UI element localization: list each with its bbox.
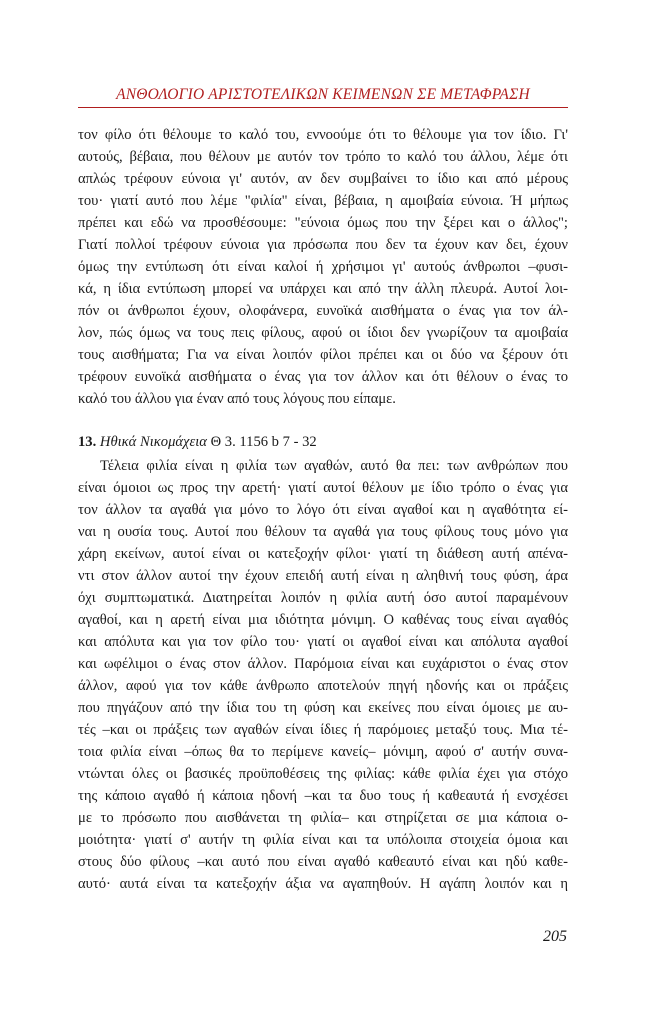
running-header: ΑΝΘΟΛΟΓΙΟ ΑΡΙΣΤΟΤΕΛΙΚΩΝ ΚΕΙΜΕΝΩΝ ΣΕ ΜΕΤΑΦΡΑΣΗ	[116, 86, 530, 103]
header-rule	[78, 107, 568, 108]
section-heading	[78, 431, 568, 453]
text-line: όμως την εντύπωση ότι είναι καλοί ή χρήσιμοι γι' αυτούς άνθρωποι –φυσι-	[78, 259, 568, 275]
text-line: στους δύο φίλους –και αυτό που είναι αγαθό καθεαυτό είναι και ηδύ καθε-	[78, 854, 568, 870]
text-line: της κάποιο αγαθό ή κάποια ηδονή –και τα δυο τους ή καθεαυτά ή ενσχέσει	[78, 788, 568, 804]
paragraph-2	[78, 455, 568, 895]
paragraph-1	[78, 124, 568, 410]
text-line: άλλον, αφού για τον κάθε άνθρωπο αποτελούν πηγή ηδονής και οι πράξεις	[78, 678, 568, 694]
text-line: αυτό· αυτά είναι τα κατεξοχήν άξια να αγαπηθούν. Η αγάπη λοιπόν και η	[78, 876, 568, 892]
text-line: κά, η ίδια εντύπωση μπορεί να υπάρχει και από την άλλη πλευρά. Αυτοί λοι-	[78, 281, 568, 297]
text-line: με το πρόσωπο που αισθάνεται τη φιλία– και στηρίζεται σε μια κάποια ο-	[78, 810, 568, 826]
text-line: πρέπει και εδώ να προσθέσουμε: "εύνοια όμως που την ξέρει και ο άλλος";	[78, 215, 568, 231]
text-line: τρέφουν ευνοϊκά αισθήματα ο ένας για τον άλλον και ότι θέλουν ο ένας το	[78, 369, 568, 385]
text-line: ντι στον άλλον αυτοί την έχουν επειδή αυτή είναι η αληθινή τους φύση, άρα	[78, 568, 568, 584]
text-line: τές –και οι πράξεις των αγαθών είναι ίδιες ή παρόμοιες μεταξύ τους. Μια τέ-	[78, 722, 568, 738]
text-line: ναι η ουσία τους. Αυτοί που θέλουν τα αγαθά για τους φίλους τους μόνο για	[78, 524, 568, 540]
text-line: τους αισθήματα; Για να είναι λοιπόν φίλοι πρέπει και οι δύο να ξέρουν ότι	[78, 347, 568, 363]
text-line: χάρη εκείνων, αυτοί είναι οι κατεξοχήν φίλοι· γιατί τη διάθεση αυτή απένα-	[78, 546, 568, 562]
text-line: και απόλυτα και για τον φίλο του· γιατί οι αγαθοί είναι και απόλυτα αγαθοί	[78, 634, 568, 650]
text-line: Γιατί πολλοί τρέφουν εύνοια για πρόσωπα που δεν τα έχουν καν δει, έχουν	[78, 237, 568, 253]
text-line: ντώνται όλες οι βασικές προϋποθέσεις της φιλίας: κάθε φιλία έχει για στόχο	[78, 766, 568, 782]
section-number: 13.	[78, 434, 97, 450]
page-number: 205	[543, 928, 567, 945]
text-line: λον, πώς όμως να τους πεις φίλους, αφού οι ίδιοι δεν γνωρίζουν τα αμοιβαία	[78, 325, 568, 341]
text-line: καλό του άλλου για έναν από τους λόγους που είπαμε.	[78, 391, 396, 407]
text-line: μοιότητα· γιατί σ' αυτήν τη φιλία είναι και τα υπόλοιπα στοιχεία όμοια και	[78, 832, 568, 848]
section-reference: Θ 3. 1156 b 7 - 32	[210, 434, 317, 450]
text-line: είναι όμοιοι ως προς την αρετή· γιατί αυτοί θέλουν με ίδιο τρόπο ο ένας για	[78, 480, 568, 496]
text-line: του· γιατί αυτό που λέμε "φιλία" είναι, βέβαια, η αμοιβαία εύνοια. Ή μήπως	[78, 193, 568, 209]
text-line: που πηγάζουν από την ίδια του τη φύση και εκείνες που είναι όμοιες με αυ-	[78, 700, 568, 716]
text-line: πόν οι άνθρωποι έχουν, ολοφάνερα, ευνοϊκά αισθήματα ο ένας για τον άλ-	[78, 303, 568, 319]
text-line: και ωφέλιμοι ο ένας στον άλλον. Παρόμοια είναι και ευχάριστοι ο ένας στον	[78, 656, 568, 672]
text-line: τον φίλο ότι θέλουμε το καλό του, εννοούμε ότι το θέλουμε για τον ίδιο. Γι'	[78, 127, 568, 143]
text-line: τον άλλον τα αγαθά για μόνο το λόγο ότι είναι αγαθοί και η αγαθότητα εί-	[78, 502, 568, 518]
text-line: τοια φιλία είναι –όπως θα το περίμενε κανείς– μόνιμη, αφού σ' αυτήν συνα-	[78, 744, 568, 760]
text-line: Τέλεια φιλία είναι η φιλία των αγαθών, αυτό θα πει: των ανθρώπων που	[100, 458, 568, 474]
section-title: Ηθικά Νικομάχεια	[99, 434, 207, 450]
text-line: αυτούς, βέβαια, που θέλουν με αυτόν τον τρόπο το καλό του άλλου, λέμε ότι	[78, 149, 568, 165]
text-line: απλώς τρέφουν εύνοια γι' αυτόν, αν δεν συμβαίνει το ίδιο και από μέρους	[78, 171, 568, 187]
text-line: όχι συμπτωματικά. Διατηρείται λοιπόν η φιλία αυτή όσο αυτοί παραμένουν	[78, 590, 568, 606]
text-line: αγαθοί, και η αρετή είναι μια ιδιότητα μόνιμη. Ο καθένας τους είναι αγαθός	[78, 612, 568, 628]
